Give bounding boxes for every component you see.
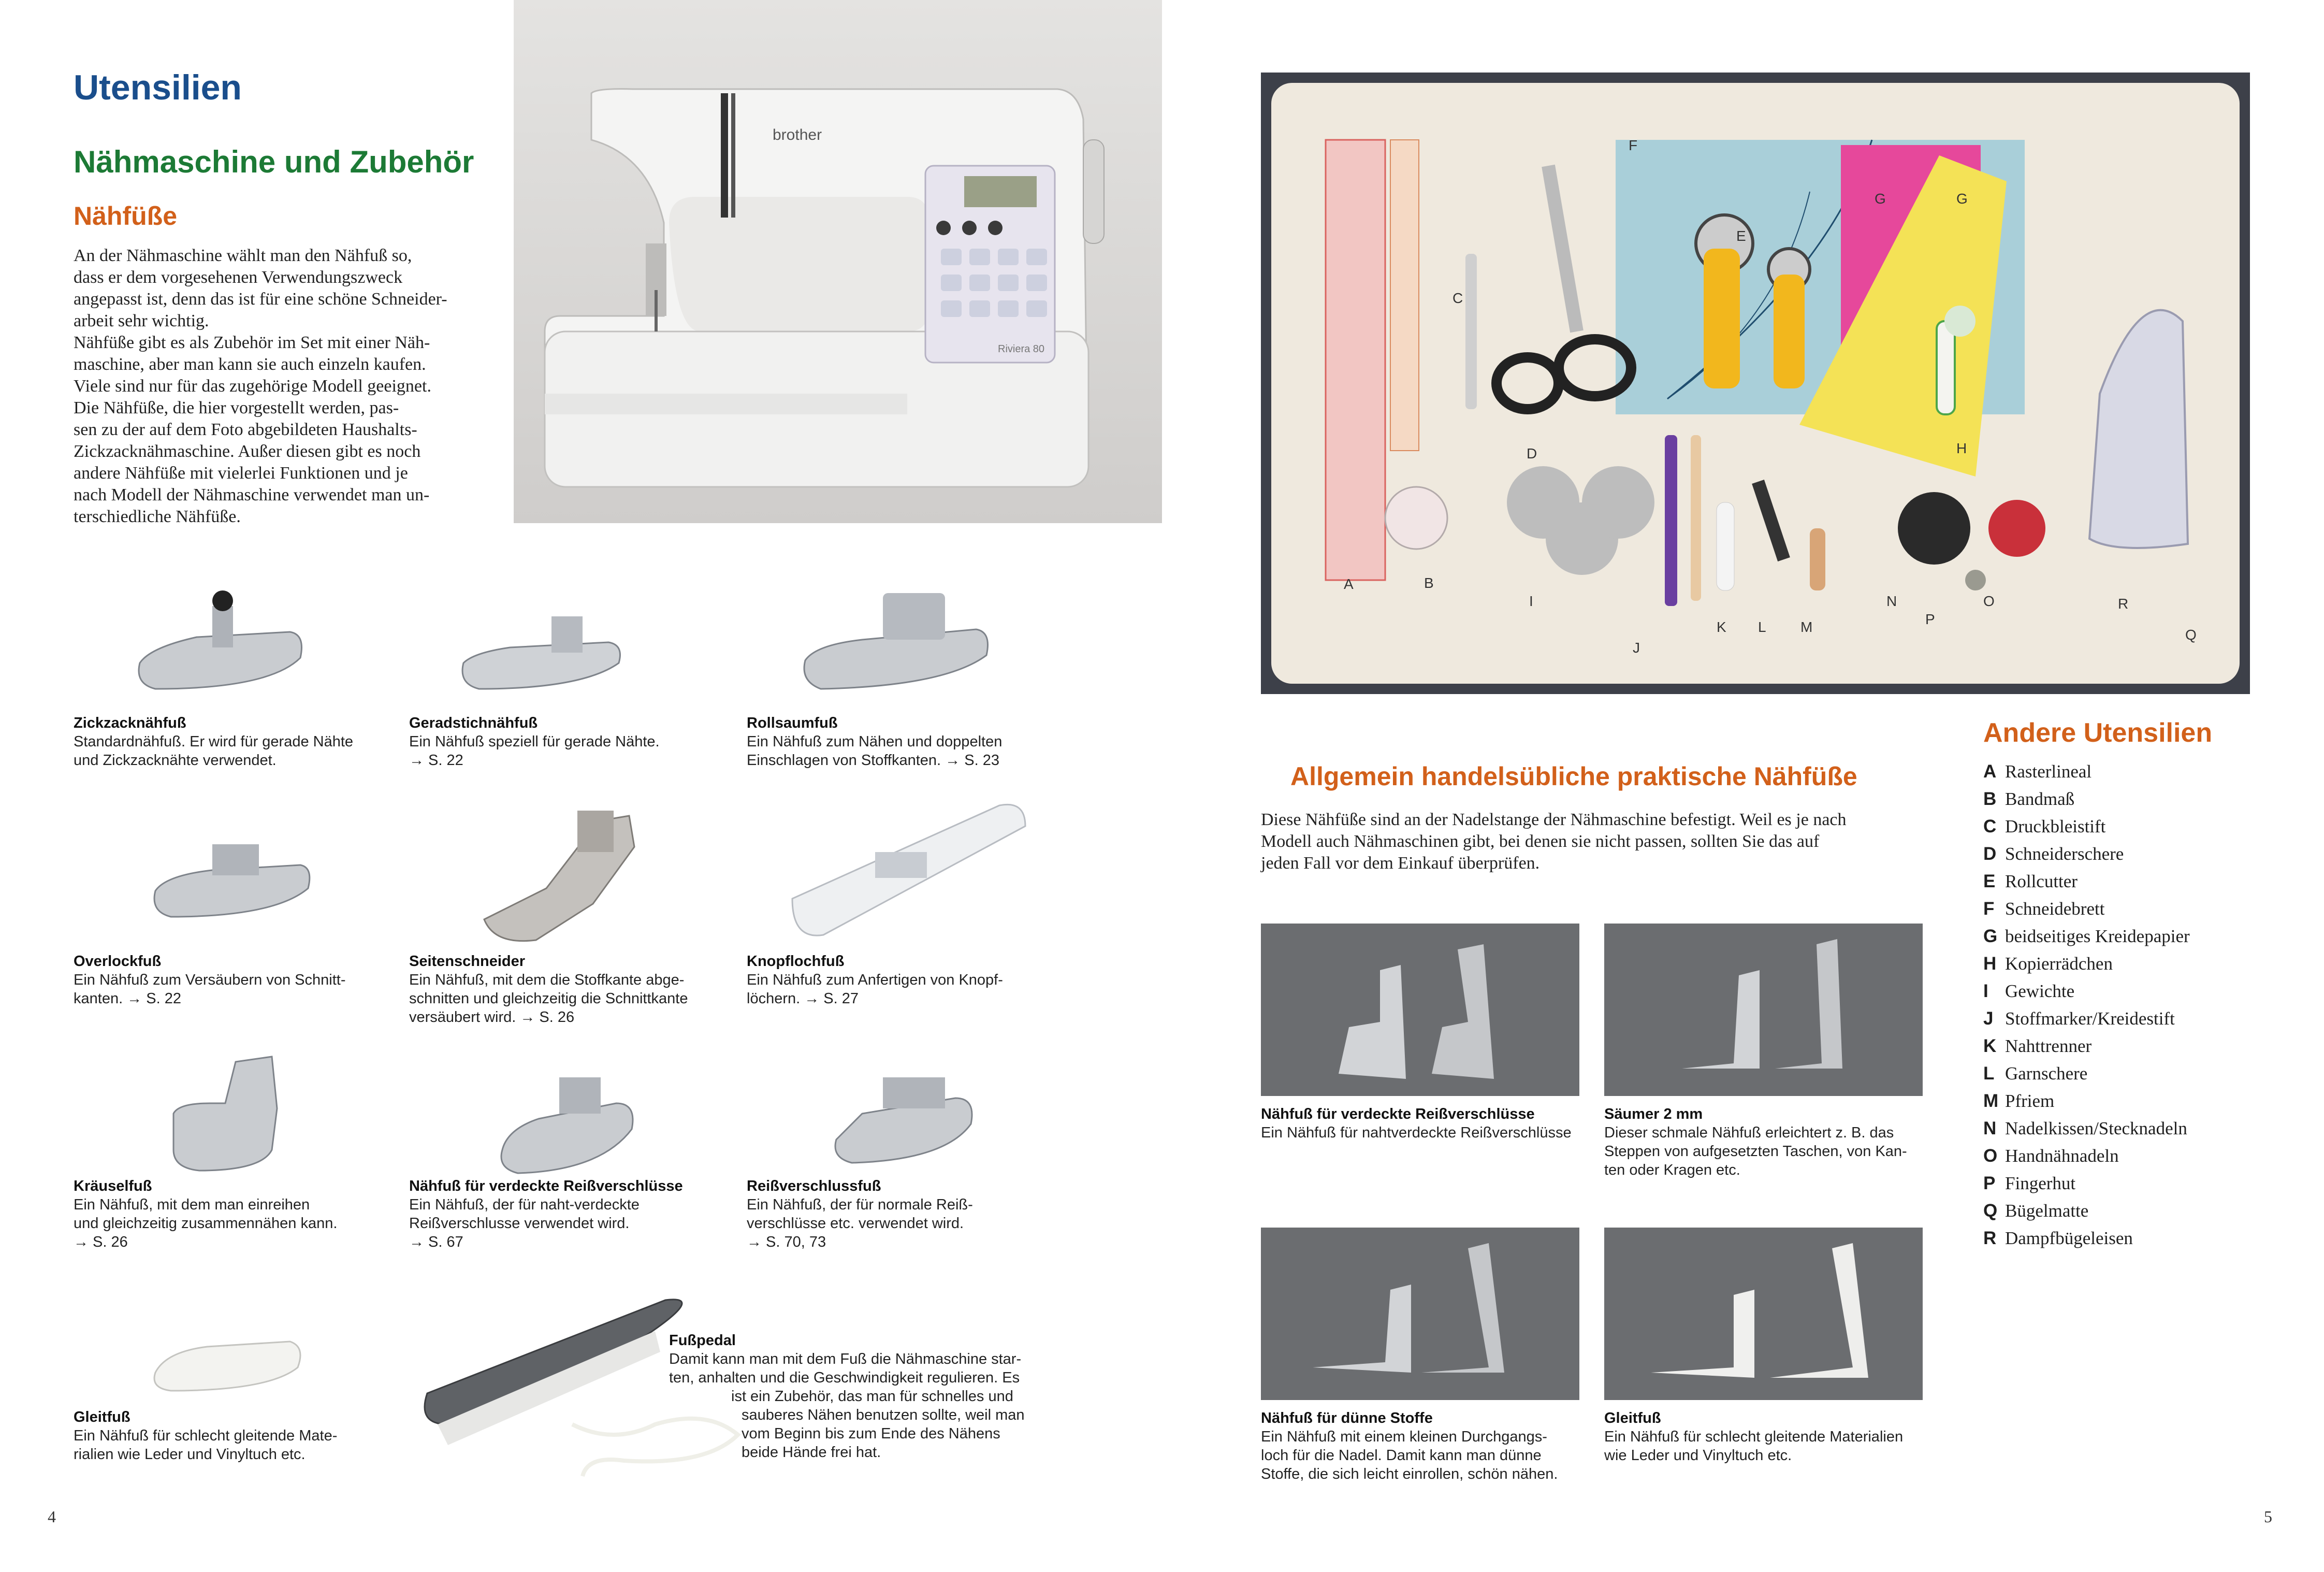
reissverschluss-foot-image <box>831 1067 981 1165</box>
mat-label-i: I <box>1529 593 1533 609</box>
machine-model-label: Riviera 80 <box>998 343 1045 355</box>
caption-gleit: Gleitfuß Ein Nähfuß für schlecht gleitende Mate- rialien wie Leder und Vinyltuch etc. <box>74 1409 338 1463</box>
mat-label-d: D <box>1527 445 1537 461</box>
geradstich-foot-image <box>458 606 629 694</box>
overlock-foot-image <box>150 824 316 922</box>
caption-knopfloch: Knopflochfuß Ein Nähfuß zum Anfertigen von Knopf- löchern. → S. 27 <box>747 953 1003 1007</box>
caption-zickzack: Zickzacknähfuß Standardnähfuß. Er wird für gerade Nähte und Zickzacknähte verwendet. <box>74 715 354 769</box>
mat-label-r: R <box>2118 596 2129 612</box>
seitenschneider-foot-image <box>474 800 650 948</box>
mat-label-n: N <box>1886 593 1897 609</box>
caption-r-saeumer: Säumer 2 mm Dieser schmale Nähfuß erleichtert z. B. das Steppen von aufgesetzten Taschen, von Kan- ten oder Kragen etc. <box>1604 1106 1907 1178</box>
mat-label-l: L <box>1758 619 1766 635</box>
section-title: Nähmaschine und Zubehör <box>74 145 474 179</box>
kraeusel-foot-image <box>168 1046 293 1178</box>
mat-label-c: C <box>1452 290 1463 306</box>
mat-label-h: H <box>1956 440 1967 456</box>
caption-reissverschluss: Reißverschlussfuß Ein Nähfuß, der für normale Reiß- verschlüsse etc. verwendet wird. → S. 70, 73 <box>747 1178 973 1250</box>
mat-label-q: Q <box>2185 627 2197 643</box>
caption-r-verdeckte-rv: Nähfuß für verdeckte Reißverschlüsse Ein Nähfuß für nahtverdeckte Reißverschlüsse <box>1261 1106 1572 1141</box>
mat-label-g1: G <box>1875 191 1886 207</box>
caption-fusspedal: Fußpedal Damit kann man mit dem Fuß die Nähmaschine star- ten, anhalten und die Geschwindigkeit regulieren. Es ist ein Zubehör, das man für schnelles und sauberes Nähen benutzen sollte, weil man vom Beginn bis zum Ende des Nähens beide Hände frei hat. <box>669 1332 1025 1461</box>
subsection-title: Nähfüße <box>74 201 177 230</box>
caption-r-duenne-stoffe: Nähfuß für dünne Stoffe Ein Nähfuß mit einem kleinen Durchgangs- loch für die Nadel. Damit kann man dünne Stoffe, die sich leicht einrollen, schön nähen. <box>1261 1410 1558 1482</box>
gleit-foot-image <box>150 1331 306 1393</box>
mat-label-k: K <box>1717 619 1726 635</box>
legend-title: Andere Utensilien <box>1983 718 2213 748</box>
mat-label-m: M <box>1800 619 1813 635</box>
practical-feet-title: Allgemein handelsübliche praktische Nähfüße <box>1290 762 1857 791</box>
caption-overlock: Overlockfuß Ein Nähfuß zum Versäubern von Schnitt- kanten. → S. 22 <box>74 953 346 1007</box>
gleitfuss-photo <box>1604 1228 1923 1400</box>
zickzack-foot-image <box>135 585 311 699</box>
intro-text: An der Nähmaschine wählt man den Nähfuß so, dass er dem vorgesehenen Verwendungszweck angepasst ist, denn das ist für eine schöne Schneider- arbeit sehr wichtig. Nähfüße gibt es als Zubehör im Set mit einer Näh- maschine, aber man kann sie auch einzeln kaufen. Viele sind nur für das zugehörige Modell geeignet. Die Nähfüße, die hier vorgestellt werden, pas- sen zu der auf dem Foto abgebildeten Haushalts- Zickzacknähmaschine. Außer diesen gibt es noch andere Nähfüße mit vielerlei Funktionen und je nach Modell der Nähmaschine verwendet man un- terschiedliche Nähfüße. <box>74 246 447 526</box>
page-number-left: 4 <box>48 1507 56 1526</box>
mat-label-e: E <box>1736 228 1746 244</box>
caption-verdeckte-rv: Nähfuß für verdeckte Reißverschlüsse Ein Nähfuß, der für naht-verdeckte Reißverschlusse verwendet wird. → S. 67 <box>409 1178 683 1250</box>
caption-kraeusel: Kräuselfuß Ein Nähfuß, mit dem man einreihen und gleichzeitig zusammennähen kann. → S. 26 <box>74 1178 338 1250</box>
mat-label-g2: G <box>1956 191 1968 207</box>
caption-r-gleitfuss: Gleitfuß Ein Nähfuß für schlecht gleitende Materialien wie Leder und Vinyltuch etc. <box>1604 1410 1904 1464</box>
caption-geradstich: Geradstichnähfuß Ein Nähfuß speziell für gerade Nähte. → S. 22 <box>409 715 660 769</box>
saeumer-photo <box>1604 924 1923 1096</box>
mat-label-j: J <box>1633 640 1640 656</box>
caption-seitenschneider: Seitenschneider Ein Nähfuß, mit dem die Stoffkante abge- schnitten und gleichzeitig die Schnittkante versäubert wird. → S. 26 <box>409 953 688 1026</box>
mat-label-b: B <box>1424 575 1434 591</box>
machine-brand-label: brother <box>773 126 822 143</box>
practical-feet-intro: Diese Nähfüße sind an der Nadelstange der Nähmaschine befestigt. Weil es je nach Modell auch Nähmaschinen gibt, bei denen sie nicht passen, sollten Sie das auf jeden Fall vor dem Einkauf überprüfen. <box>1261 810 1847 873</box>
verdeckte-rv-foot-image <box>497 1062 642 1178</box>
knopfloch-foot-image <box>782 795 1036 943</box>
page-title: Utensilien <box>74 68 242 107</box>
mat-label-a: A <box>1344 576 1354 592</box>
caption-rollsaum: Rollsaumfuß Ein Nähfuß zum Nähen und doppelten Einschlagen von Stoffkanten. → S. 23 <box>747 715 1003 769</box>
mat-label-f: F <box>1629 137 1638 153</box>
verdeckte-rv-photo <box>1261 924 1579 1096</box>
mat-label-o: O <box>1983 593 1995 609</box>
mat-label-p: P <box>1925 611 1935 627</box>
page-number-right: 5 <box>2264 1507 2272 1526</box>
rollsaum-foot-image <box>800 583 997 694</box>
duenne-stoffe-photo <box>1261 1228 1579 1400</box>
sewing-machine-photo <box>514 0 1162 523</box>
utensils-photo <box>1261 73 2250 694</box>
